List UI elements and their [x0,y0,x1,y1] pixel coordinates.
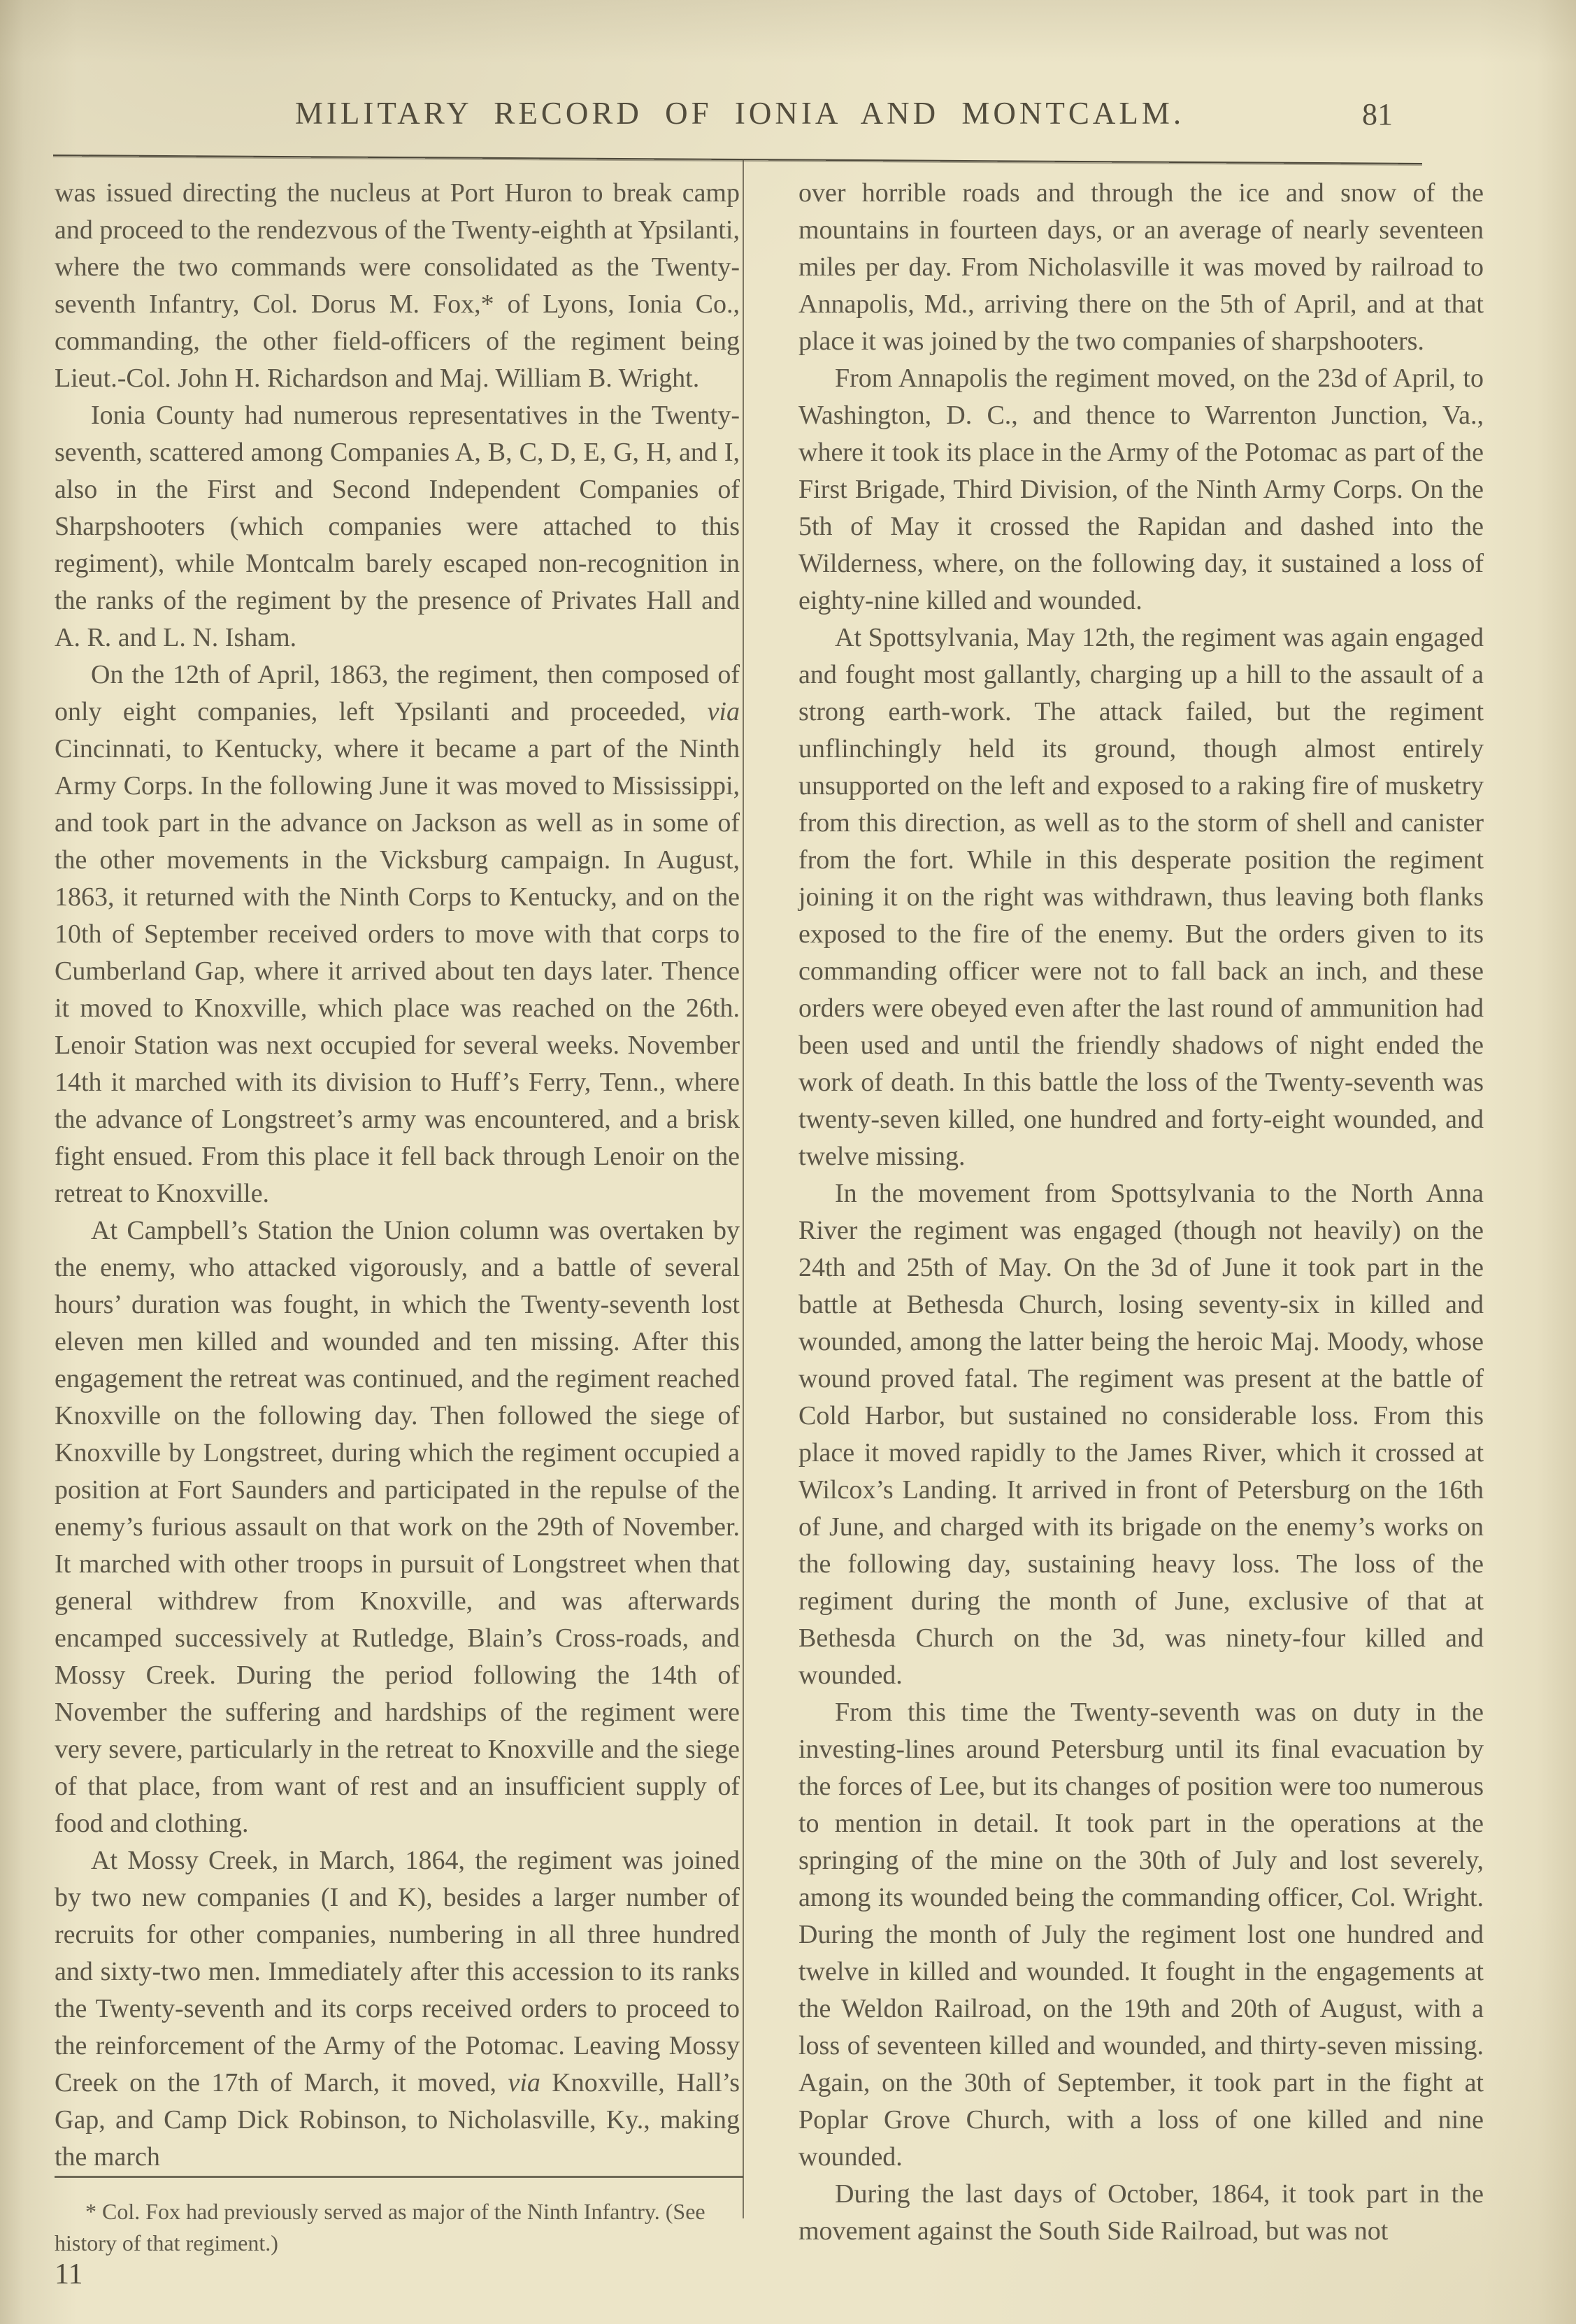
paragraph [55,397,740,657]
text-run: At Campbell’s Station the Union column was overtaken by the enemy, who attacked vigorously, and a battle of several hours’ duration was fought, in which the Twenty-seventh lost eleven men killed and wounded and ten missing. After this engagement the retreat was continued, and the regiment reached Knoxville on the following day. Then followed the siege of Knoxville by Longstreet, during which the regiment occupied a position at Fort Saunders and participated in the repulse of the enemy’s furious assault on that work on the 29th of November. It marched with other troops in pursuit of Longstreet when that general withdrew from Knoxville, and was afterwards encamped successively at Rutledge, Blain’s Cross-roads, and Mossy Creek. During the period following the 14th of November the suffering and hardships of the regiment were very severe, particularly in the retreat to Knoxville and the siege of that place, from want of rest and an insufficient supply of food and clothing. [55,1216,740,1838]
signature-number: 11 [55,2258,83,2290]
text-run: over horrible roads and through the ice and snow of the mountains in fourteen days, or an average of nearly seventeen miles per day. From Nicholasville it was moved by railroad to Annapolis, Md., arriving there on the 5th of April, and at that place it was joined by the two companies of sharpshooters. [798,178,1484,356]
paragraph [798,175,1484,360]
running-header-title: MILITARY RECORD OF IONIA AND MONTCALM. [294,96,1185,131]
paragraph [55,175,740,397]
text-run: From Annapolis the regiment moved, on the 23d of April, to Washington, D. C., and thence to Warrenton Junction, Va., where it took its place in the Army of the Potomac as part of the First Brigade, Third Division, of the Ninth Army Corps. On the 5th of May it crossed the Rapidan and dashed into the Wilderness, where, on the following day, it sustained a loss of eighty-nine killed and wounded. [798,364,1484,615]
text-run: At Spottsylvania, May 12th, the regiment was again engaged and fought most gallantly, charging up a hill to the assault of a strong earth-work. The attack failed, but the regiment unflinchingly held its ground, though almost entirely unsupported on the left and exposed to a raking fire of musketry from this direction, as well as to the storm of shell and canister from the fort. While in this desperate position the regiment joining it on the right was withdrawn, thus leaving both flanks exposed to the fire of the enemy. But the orders given to its commanding officer were not to fall back an inch, and these orders were obeyed even after the last round of ammunition had been used and until the friendly shadows of night ended the work of death. In this battle the loss of the Twenty-seventh was twenty-seven killed, one hundred and forty-eight wounded, and twelve missing. [798,623,1484,1171]
text-run: was issued directing the nucleus at Port Huron to break camp and proceed to the rendezvous of the Twenty-eighth at Ypsilanti, where the two commands were consolidated as the Twenty-seventh Infantry, Col. Dorus M. Fox,* of Lyons, Ionia Co., commanding, the other field-officers of the regiment being Lieut.-Col. John H. Richardson and Maj. William B. Wright. [55,178,740,393]
paragraph [55,657,740,1212]
paragraph [798,1694,1484,2176]
text-run: Cincinnati, to Kentucky, where it became a part of the Ninth Army Corps. In the following June it was moved to Mississippi, and took part in the advance on Jackson as well as in some of the other movements in the Vicksburg campaign. In August, 1863, it returned with the Ninth Corps to Kentucky, and on the 10th of September received orders to move with that corps to Cumberland Gap, where it arrived about ten days later. Thence it moved to Knoxville, which place was reached on the 26th. Lenoir Station was next occupied for several weeks. November 14th it marched with its division to Huff’s Ferry, Tenn., where the advance of Longstreet’s army was encountered, and a brisk fight ensued. From this place it fell back through Lenoir on the retreat to Knoxville. [55,734,740,1208]
paragraph [798,2176,1484,2250]
paragraph [798,1175,1484,1694]
left-text-column [55,175,740,2290]
column-divider-rule [743,159,744,2218]
paragraph [798,360,1484,619]
header-rule [53,155,1422,166]
text-run: Knoxville, Hall’s Gap, and Camp Dick Robinson, to Nicholasville, Ky., making the march [55,2068,740,2172]
text-run: In the movement from Spottsylvania to the North Anna River the regiment was engaged (though not heavily) on the 24th and 25th of May. On the 3d of June it took part in the battle at Bethesda Church, losing seventy-six in killed and wounded, among the latter being the heroic Maj. Moody, whose wound proved fatal. The regiment was present at the battle of Cold Harbor, but sustained no considerable loss. From this place it moved rapidly to the James River, which it crossed at Wilcox’s Landing. It arrived in front of Petersburg on the 16th of June, and charged with its brigade on the enemy’s works on the following day, sustaining heavy loss. The loss of the regiment during the month of June, exclusive of that at Bethesda Church on the 3d, was ninety-four killed and wounded. [798,1179,1484,1690]
right-column-paragraphs [798,175,1484,2250]
text-run: Ionia County had numerous representatives in the Twenty-seventh, scattered among Companies A, B, C, D, E, G, H, and I, also in the First and Second Independent Companies of Sharpshooters (which companies were attached to this regiment), while Montcalm barely escaped non-recognition in the ranks of the regiment by the presence of Privates Hall and A. R. and L. N. Isham. [55,401,740,652]
right-text-column [798,175,1484,2250]
paragraph [55,1842,740,2176]
text-run-italic: via [508,2068,540,2097]
page-number: 81 [1362,97,1393,131]
footnote-block [55,2176,740,2290]
footnote-rule [55,2176,743,2178]
text-run: From this time the Twenty-seventh was on duty in the investing-lines around Petersburg until its final evacuation by the forces of Lee, but its changes of position were too numerous to mention in detail. It took part in the operations at the springing of the mine on the 30th of July and lost severely, among its wounded being the commanding officer, Col. Wright. During the month of July the regiment lost one hundred and twelve in killed and wounded. It fought in the engagements at the Weldon Railroad, on the 19th and 20th of August, with a loss of seventeen killed and wounded, and thirty-seven missing. Again, on the 30th of September, it took part in the fight at Poplar Grove Church, with a loss of one killed and nine wounded. [798,1698,1484,2172]
footnote-text: * Col. Fox had previously served as major of the Ninth Infantry. (See history of that regiment.) [55,2199,705,2255]
text-run-italic: via [707,697,740,726]
paragraph [55,1212,740,1842]
paragraph [798,619,1484,1175]
left-column-paragraphs [55,175,740,2176]
text-run: During the last days of October, 1864, it took part in the movement against the South Side Railroad, but was not [798,2179,1484,2246]
text-run: At Mossy Creek, in March, 1864, the regiment was joined by two new companies (I and K), besides a larger number of recruits for other companies, numbering in all three hundred and sixty-two men. Immediately after this accession to its ranks the Twenty-seventh and its corps received orders to proceed to the reinforcement of the Army of the Potomac. Leaving Mossy Creek on the 17th of March, it moved, [55,1846,740,2097]
text-run: On the 12th of April, 1863, the regiment, then composed of only eight companies, left Ypsilanti and proceeded, [55,660,740,726]
